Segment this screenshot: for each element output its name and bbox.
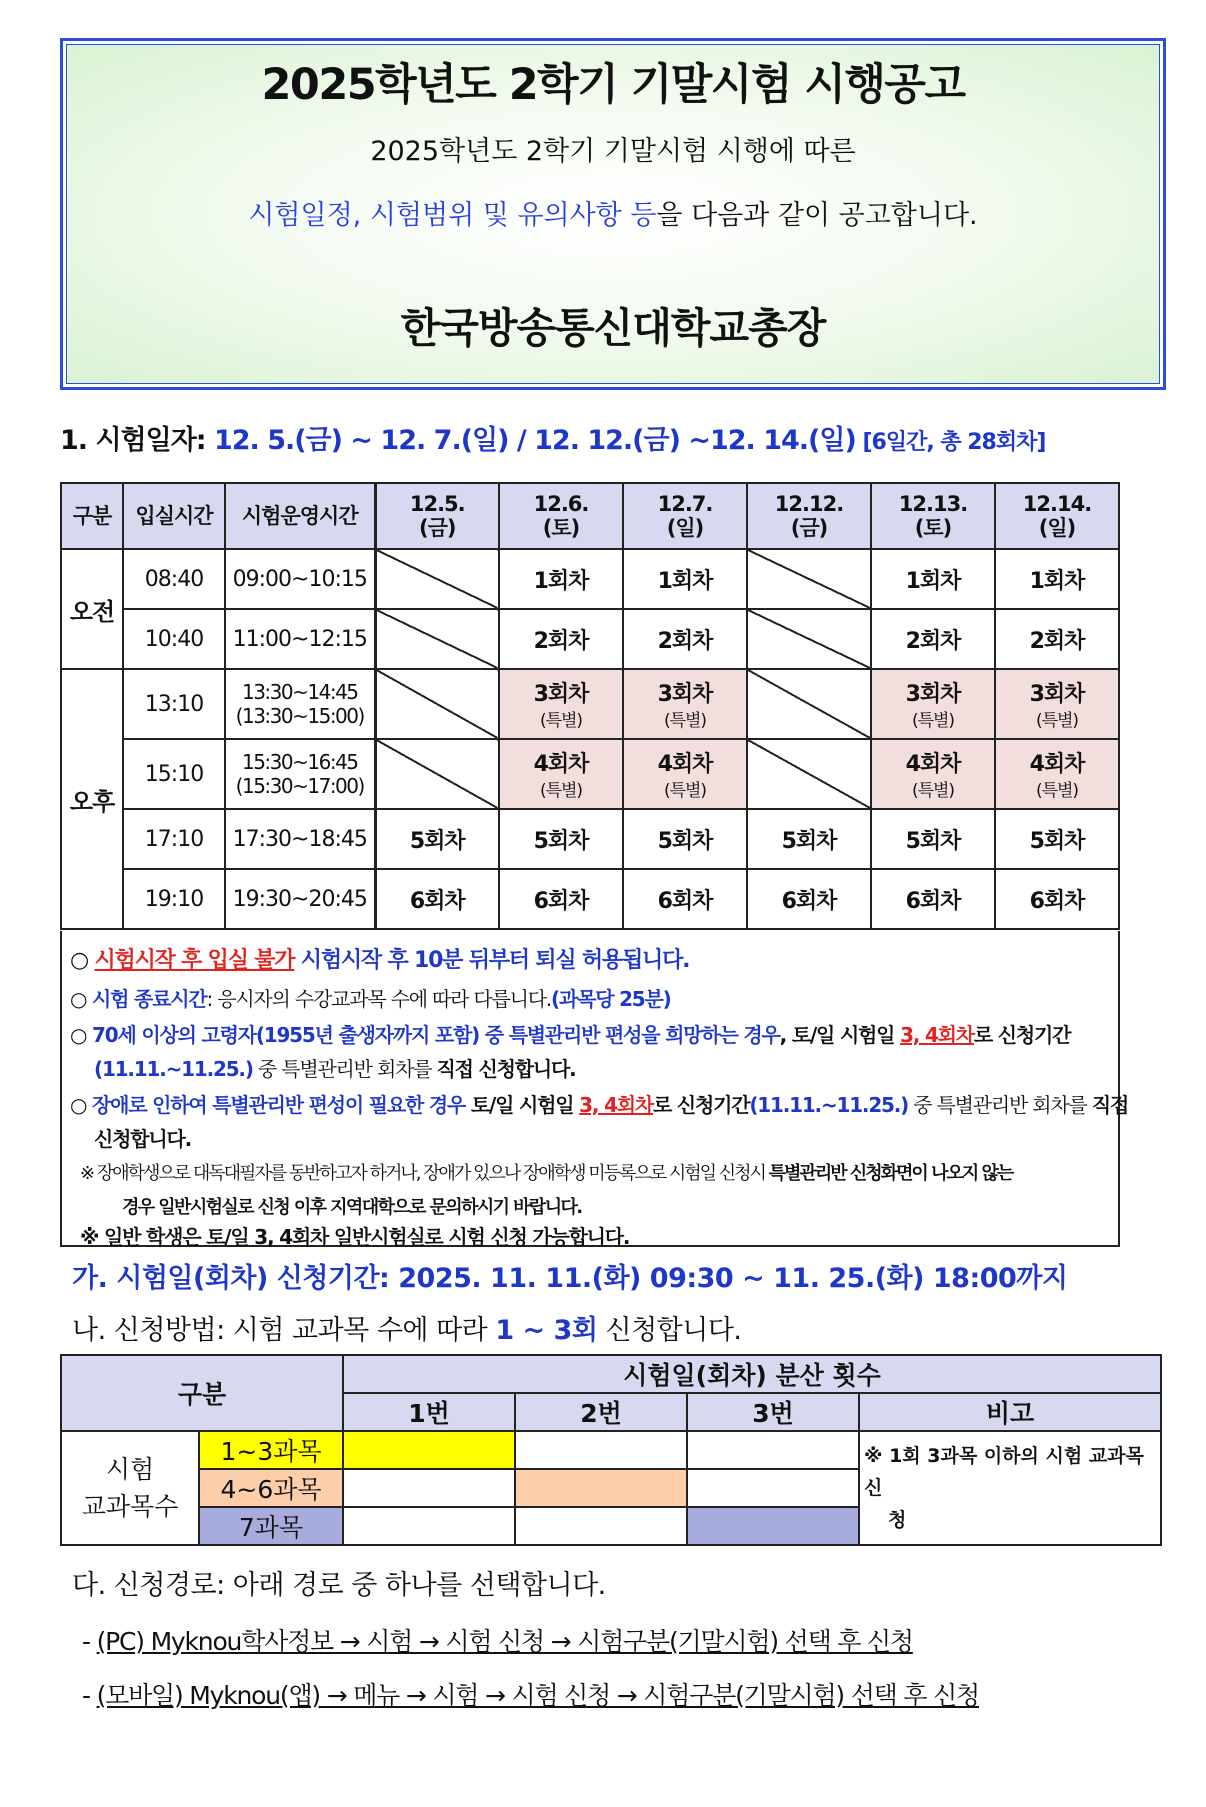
header-col-1: 1번 <box>343 1393 515 1431</box>
session-cell: 6회차 <box>747 869 871 929</box>
slot-2 <box>515 1507 687 1545</box>
empty-slot <box>747 669 871 739</box>
session-cell: 6회차 <box>623 869 747 929</box>
count-4-6: 4~6과목 <box>199 1469 343 1507</box>
empty-slot <box>747 549 871 609</box>
header-day: 12.12. (금) <box>747 483 871 549</box>
period-am: 오전 <box>61 549 123 669</box>
session-cell: 5회차 <box>747 809 871 869</box>
session-cell: 1회차 <box>871 549 995 609</box>
session-cell-special: 3회차 (특별) <box>995 669 1119 739</box>
route-pc: - (PC) Myknou학사정보 → 시험 → 시험 신청 → 시험구분(기말시험) 선택 후 신청 <box>82 1627 913 1656</box>
exam-dates: 12. 5.(금) ~ 12. 7.(일) / 12. 12.(금) ~12. 14.(일) <box>213 425 856 456</box>
session-cell: 5회차 <box>623 809 747 869</box>
operation-time: 19:30~20:45 <box>225 869 375 929</box>
empty-slot <box>747 609 871 669</box>
row-label: 시험 교과목수 <box>61 1431 199 1545</box>
slot-2 <box>515 1469 687 1507</box>
schedule-table <box>60 482 1120 930</box>
empty-slot <box>375 609 499 669</box>
header-entry-time: 입실시간 <box>123 483 225 549</box>
session-cell: 6회차 <box>499 869 623 929</box>
remark-cell: ※ 1회 3과목 이하의 시험 교과목 신 청 <box>859 1431 1161 1545</box>
header-distribution: 시험일(회차) 분산 횟수 <box>343 1355 1161 1393</box>
session-cell: 2회차 <box>623 609 747 669</box>
entry-time: 08:40 <box>123 549 225 609</box>
issuer: 한국방송통신대학교총장 <box>400 304 826 352</box>
header-category: 구분 <box>61 1355 343 1431</box>
session-cell: 6회차 <box>375 869 499 929</box>
entry-time: 17:10 <box>123 809 225 869</box>
header-day: 12.6. (토) <box>499 483 623 549</box>
intro-line-2 <box>63 193 1163 232</box>
subjects-distribution-table <box>60 1354 1162 1546</box>
session-cell: 1회차 <box>499 549 623 609</box>
document-title: 2025학년도 2학기 기말시험 시행공고 <box>261 60 965 110</box>
session-cell: 5회차 <box>375 809 499 869</box>
session-cell: 1회차 <box>623 549 747 609</box>
slot-2 <box>515 1431 687 1469</box>
session-cell-special: 4회차 (특별) <box>623 739 747 809</box>
session-cell: 6회차 <box>871 869 995 929</box>
route-mobile: - (모바일) Myknou(앱) → 메뉴 → 시험 → 시험 신청 → 시험구분(기말시험) 선택 후 신청 <box>82 1681 979 1710</box>
session-cell: 5회차 <box>871 809 995 869</box>
operation-time: 17:30~18:45 <box>225 809 375 869</box>
slot-3 <box>687 1431 859 1469</box>
note-elderly-cont: (11.11.~11.25.) 중 특별관리반 회차를 직접 신청합니다. <box>94 1057 576 1081</box>
session-cell: 2회차 <box>995 609 1119 669</box>
session-cell-special: 4회차 (특별) <box>871 739 995 809</box>
session-cell: 6회차 <box>995 869 1119 929</box>
entry-time: 10:40 <box>123 609 225 669</box>
header-category: 구분 <box>61 483 123 549</box>
exam-dates-note: [6일간, 총 28회차] <box>855 430 1046 455</box>
header-col-2: 2번 <box>515 1393 687 1431</box>
session-cell-special: 3회차 (특별) <box>871 669 995 739</box>
note-general-students: ※ 일반 학생은 토/일 3, 4회차 일반시험실로 시험 신청 가능합니다. <box>80 1225 630 1249</box>
note-disability: ○ 장애로 인하여 특별관리반 편성이 필요한 경우 토/일 시험일 3, 4회차로 신청기간(11.11.~11.25.) 중 특별관리반 회차를 직접 <box>70 1093 1129 1117</box>
note-disability-detail-cont: 경우 일반시험실로 신청 이후 지역대학으로 문의하시기 바랍니다. <box>122 1197 582 1218</box>
header-operation-time: 시험운영시간 <box>225 483 375 549</box>
header-day: 12.14. (일) <box>995 483 1119 549</box>
operation-time: 09:00~10:15 <box>225 549 375 609</box>
header-col-3: 3번 <box>687 1393 859 1431</box>
note-disability-cont: 신청합니다. <box>94 1127 191 1151</box>
application-method: 나. 신청방법: 시험 교과목 수에 따라 1 ~ 3회 신청합니다. <box>72 1315 742 1346</box>
entry-time: 13:10 <box>123 669 225 739</box>
intro-rest: 을 다음과 같이 공고합니다. <box>656 200 978 231</box>
operation-time: 13:30~14:45 (13:30~15:00) <box>225 669 375 739</box>
entry-time: 15:10 <box>123 739 225 809</box>
header-day: 12.13. (토) <box>871 483 995 549</box>
empty-slot <box>375 739 499 809</box>
count-7: 7과목 <box>199 1507 343 1545</box>
session-cell: 2회차 <box>871 609 995 669</box>
header-remark: 비고 <box>859 1393 1161 1431</box>
operation-time: 15:30~16:45 (15:30~17:00) <box>225 739 375 809</box>
slot-1 <box>343 1507 515 1545</box>
note-elderly: ○ 70세 이상의 고령자(1955년 출생자까지 포함) 중 특별관리반 편성을 희망하는 경우, 토/일 시험일 3, 4회차로 신청기간 <box>70 1023 1071 1047</box>
notes-box <box>60 931 1129 1249</box>
note-entry: ○ 시험시작 후 입실 불가 시험시작 후 10분 뒤부터 퇴실 허용됩니다. <box>70 948 690 973</box>
count-1-3: 1~3과목 <box>199 1431 343 1469</box>
session-cell: 1회차 <box>995 549 1119 609</box>
section-label: 1. 시험일자: <box>60 425 214 456</box>
session-cell: 2회차 <box>499 609 623 669</box>
header-day: 12.5. (금) <box>375 483 499 549</box>
operation-time: 11:00~12:15 <box>225 609 375 669</box>
note-end-time: ○ 시험 종료시간: 응시자의 수강교과목 수에 따라 다릅니다.(과목당 25분) <box>70 987 671 1011</box>
application-route: 다. 신청경로: 아래 경로 중 하나를 선택합니다. <box>72 1570 606 1601</box>
empty-slot <box>375 669 499 739</box>
intro-line-1: 2025학년도 2학기 기말시험 시행에 따른 <box>370 136 856 167</box>
session-cell: 5회차 <box>499 809 623 869</box>
session-cell: 5회차 <box>995 809 1119 869</box>
slot-3 <box>687 1507 859 1545</box>
empty-slot <box>747 739 871 809</box>
slot-3 <box>687 1469 859 1507</box>
section-exam-dates <box>60 418 1045 457</box>
application-period: 가. 시험일(회차) 신청기간: 2025. 11. 11.(화) 09:30 ~ 11. 25.(화) 18:00까지 <box>72 1263 1068 1294</box>
intro-highlight: 시험일정, 시험범위 및 유의사항 등 <box>248 200 657 231</box>
note-disability-detail: ※ 장애학생으로 대독대필자를 동반하고자 하거나, 장애가 있으나 장애학생 미등록으로 시험일 신청시 특별관리반 신청화면이 나오지 않는 <box>80 1163 1013 1184</box>
entry-time: 19:10 <box>123 869 225 929</box>
period-pm: 오후 <box>61 669 123 929</box>
announcement-header <box>60 38 1166 390</box>
header-day: 12.7. (일) <box>623 483 747 549</box>
session-cell-special: 4회차 (특별) <box>995 739 1119 809</box>
slot-1 <box>343 1431 515 1469</box>
session-cell-special: 3회차 (특별) <box>499 669 623 739</box>
session-cell-special: 4회차 (특별) <box>499 739 623 809</box>
session-cell-special: 3회차 (특별) <box>623 669 747 739</box>
empty-slot <box>375 549 499 609</box>
slot-1 <box>343 1469 515 1507</box>
